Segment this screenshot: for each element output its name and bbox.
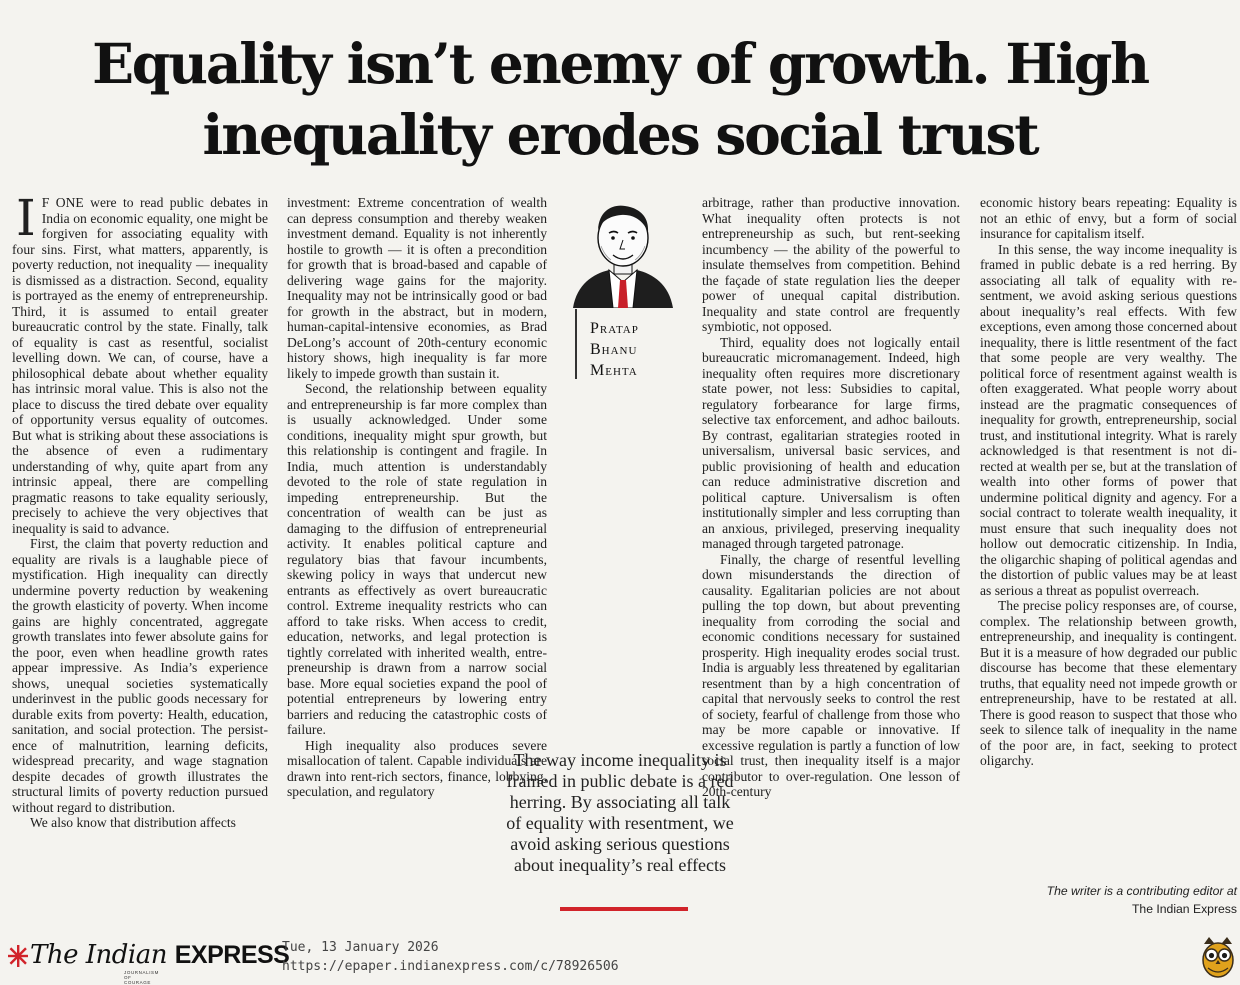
epaper-footer — [0, 935, 1240, 985]
edition-date: Tue, 13 January 2026 — [282, 940, 439, 955]
paragraph-11: In this sense, the way income inequality is framed in public debate is a red herring. By associating all talk of equality with resentment, we avoid asking serious questions about inequality’s real effects. With few exceptions, even among those concerned about inequality, there is little resentment of the fact that some people are very wealthy. The political force of resentment against wealth is often exaggerated. What people worry about instead are the pragmatic consequences of inequality for growth, entrepreneurship, social trust, and institutional integrity. What is rarely acknowledged is that resentment is not directed at wealth per se, but at the translation of wealth into other forms of power that undermine political dignity and agency. For a social contract to tolerate wealth inequality, it must ensure that such inequality does not hollow out democratic citizenship. In India, the oligarchic shaping of political agendas and the distortion of public values may be at least as serious a threat as populist overreach. — [980, 241, 1237, 598]
author-first-name: Pratap — [590, 320, 639, 337]
pull-quote: The way income inequality is framed in public debate is a red herring. By associating all talk of equality with resentment, we avoid asking serious questions about inequality’s real effects — [506, 750, 734, 875]
writer-note — [985, 882, 1237, 918]
article-column-3 — [702, 195, 960, 800]
owl-icon — [1199, 935, 1237, 979]
byline-rule — [575, 309, 577, 379]
logo-tagline: JOURNALISM OF COURAGE — [124, 970, 160, 985]
paragraph-6: High inequality also produces severe misallocation of talent. Capable individuals are drawn into rent-rich sectors, finance, lobbying, speculation, and regulatory — [287, 737, 547, 799]
article-column-4 — [980, 195, 1237, 769]
article-headline: Equality isn’t enemy of growth. High inequality erodes social trust — [92, 31, 1148, 167]
author-middle-name: Bhanu — [590, 341, 638, 358]
paragraph-1 — [12, 189, 268, 536]
article-column-1 — [12, 189, 268, 831]
paragraph-10: economic history bears repeating: Equality is not an ethic of envy, but a form of social insurance for capitalism itself. — [980, 195, 1237, 241]
paragraph-7: arbitrage, rather than productive innovation. What inequality often protects is not entrepreneurship as such, but rent-seeking incumbency — the ability of the powerful to insulate themselves from competition. Behind the façade of state regulation lies the deeper power of unequal capital distribution. Inequality and state control are frequently symbiotic, not opposed. — [702, 195, 960, 334]
article-column-2 — [287, 195, 547, 800]
writer-note-line-1: The writer is a contributing editor at — [1046, 884, 1237, 898]
paragraph-3: We also know that distribution affects — [30, 815, 236, 830]
epaper-meta — [282, 938, 619, 976]
paragraph-8: Third, equality does not logically entail bureaucratic micromanagement. Indeed, high inequality often requires more discretionary state power, not less: Subsidies to capital, regulatory forbearance for large firms, selective tax enforcement, and adhoc bailouts. By contrast, egalitarian strategies rooted in universalism, universal basic services, and public provisioning of health and education can reduce administrative discretion and political capture. Universalism is often institutionally simpler and less corrupting than an anxious, privileged, preserving inequality managed through targeted patronage. — [702, 334, 960, 551]
paragraph-5: Second, the relationship between equality and entrepreneurship is far more complex than is usually acknowledged. Under some conditions, inequality might spur growth, but this relationship is contingent and fragile. In India, much attention is understandably devoted to the role of state regulation in impeding entrepreneurship. But the concentration of wealth can be just as damaging to the diffusion of entrepreneurial activity. It enables political capture and regulatory bias that favour incumbents, skewing policy in ways that undercut new entrants as effectively as overt bureaucratic control. Extreme inequality restricts who can afford to take risks. When access to credit, education, networks, and legal protection is tightly correlated with inherited wealth, entrepreneurship is drawn from a narrow social base. More equal societies expand the pool of potential entrepreneurs by lowering entry barriers and reducing the catastrophic costs of failure. — [287, 381, 547, 737]
paragraph-text: F ONE were to read public debates in India on economic equality, one might be forgiven for associating equality with four sins. First, what matters, apparently, is poverty reduction, not inequality — inequality is dismissed as a distraction. Second, equality is portrayed as the enemy of entrepreneurship. Third, it is assumed to entail greater bureaucratic control by the state. Finally, talk of equality is cast as resentful, socialist levelling down. We can, of course, have a philosophical debate about whether equality has intrinsic moral value. This is also not the place to discuss the tired debate over equality of opportunity versus equality of outcomes. But what is striking about these associations is the absence of even a rudimentary understanding of why, quite apart from any intrinsic appeal, there are compelling pragmatic reasons to take equality seriously, precisely to achieve the very objectives that inequality is said to advance. — [12, 195, 268, 536]
logo-wordmark — [30, 940, 289, 970]
paragraph-4: investment: Extreme concentration of wealth can depress consumption and thereby weaken investment demand. Equality is not inherently hostile to growth — it is often a precondition for growth that is broad-based and capable of delivering wage gains for the majority. Inequality may not be intrinsically good or bad for growth in the abstract, but in modern, human-capital-intensive economies, as Brad DeLong’s account of 20th-century economic history shows, high inequality is far more likely to impede growth than sustain it. — [287, 195, 547, 381]
paragraph-2: First, the claim that poverty reduction and equality are rivals is a laughable piece of mystification. High inequality can directly undermine poverty reduction by weakening the growth elasticity of poverty. When income gains are highly concentrated, aggregate growth translates into fewer absolute gains for the poor, even when headline growth rates appear impressive. As India’s experience shows, unequal societies systematically underinvest in the public goods necessary for durable exits from poverty: Health, education, sanitation, and social protection. The persistence of malnutrition, learning deficits, widespread precarity, and wage stagnation despite decades of growth illustrates the structural limits of poverty reduction pursued without regard to distribution. — [12, 536, 268, 815]
author-byline — [590, 318, 690, 381]
writer-note-line-2: The Indian Express — [1131, 902, 1237, 916]
drop-cap: I — [16, 189, 36, 247]
author-last-name: Mehta — [590, 362, 638, 379]
paragraph-12: The precise policy responses are, of course, complex. The relationship between growth, entrepreneurship, and inequality is contingent. But it is a measure of how degraded our public discourse has become that these elementary truths, that equality need not impede growth or entrepreneurship, have to be restated at all. There is good reason to suspect that those who seek to silence talk of inequality in the name of the poor are, in fact, seeking to protect oligarchy. — [980, 598, 1237, 768]
logo-the-indian: The Indian — [30, 940, 167, 970]
author-portrait-illustration — [563, 200, 683, 308]
express-burst-icon — [8, 944, 28, 968]
pull-quote-rule — [560, 907, 688, 911]
paragraph-9: Finally, the charge of resentful levelling down misunderstands the direction of causality. Egalitarian policies are not about pulling the top down, but about preventing inequality from corroding the social and economic conditions necessary for sustained prosperity. High inequality erodes social trust. India is arguably less threatened by egalitarian resentment than by a high concentration of capital that nervously seeks to control the rest of society, fearful of challenge from those who may be more capable or innovative. If excessive regulation is partly a function of low social trust, then inequality itself is a major contributor to over-regulation. One lesson of 20th-century — [702, 551, 960, 799]
epaper-url[interactable]: https://epaper.indianexpress.com/c/78926506 — [282, 959, 619, 974]
logo-express: EXPRESS — [174, 941, 290, 969]
